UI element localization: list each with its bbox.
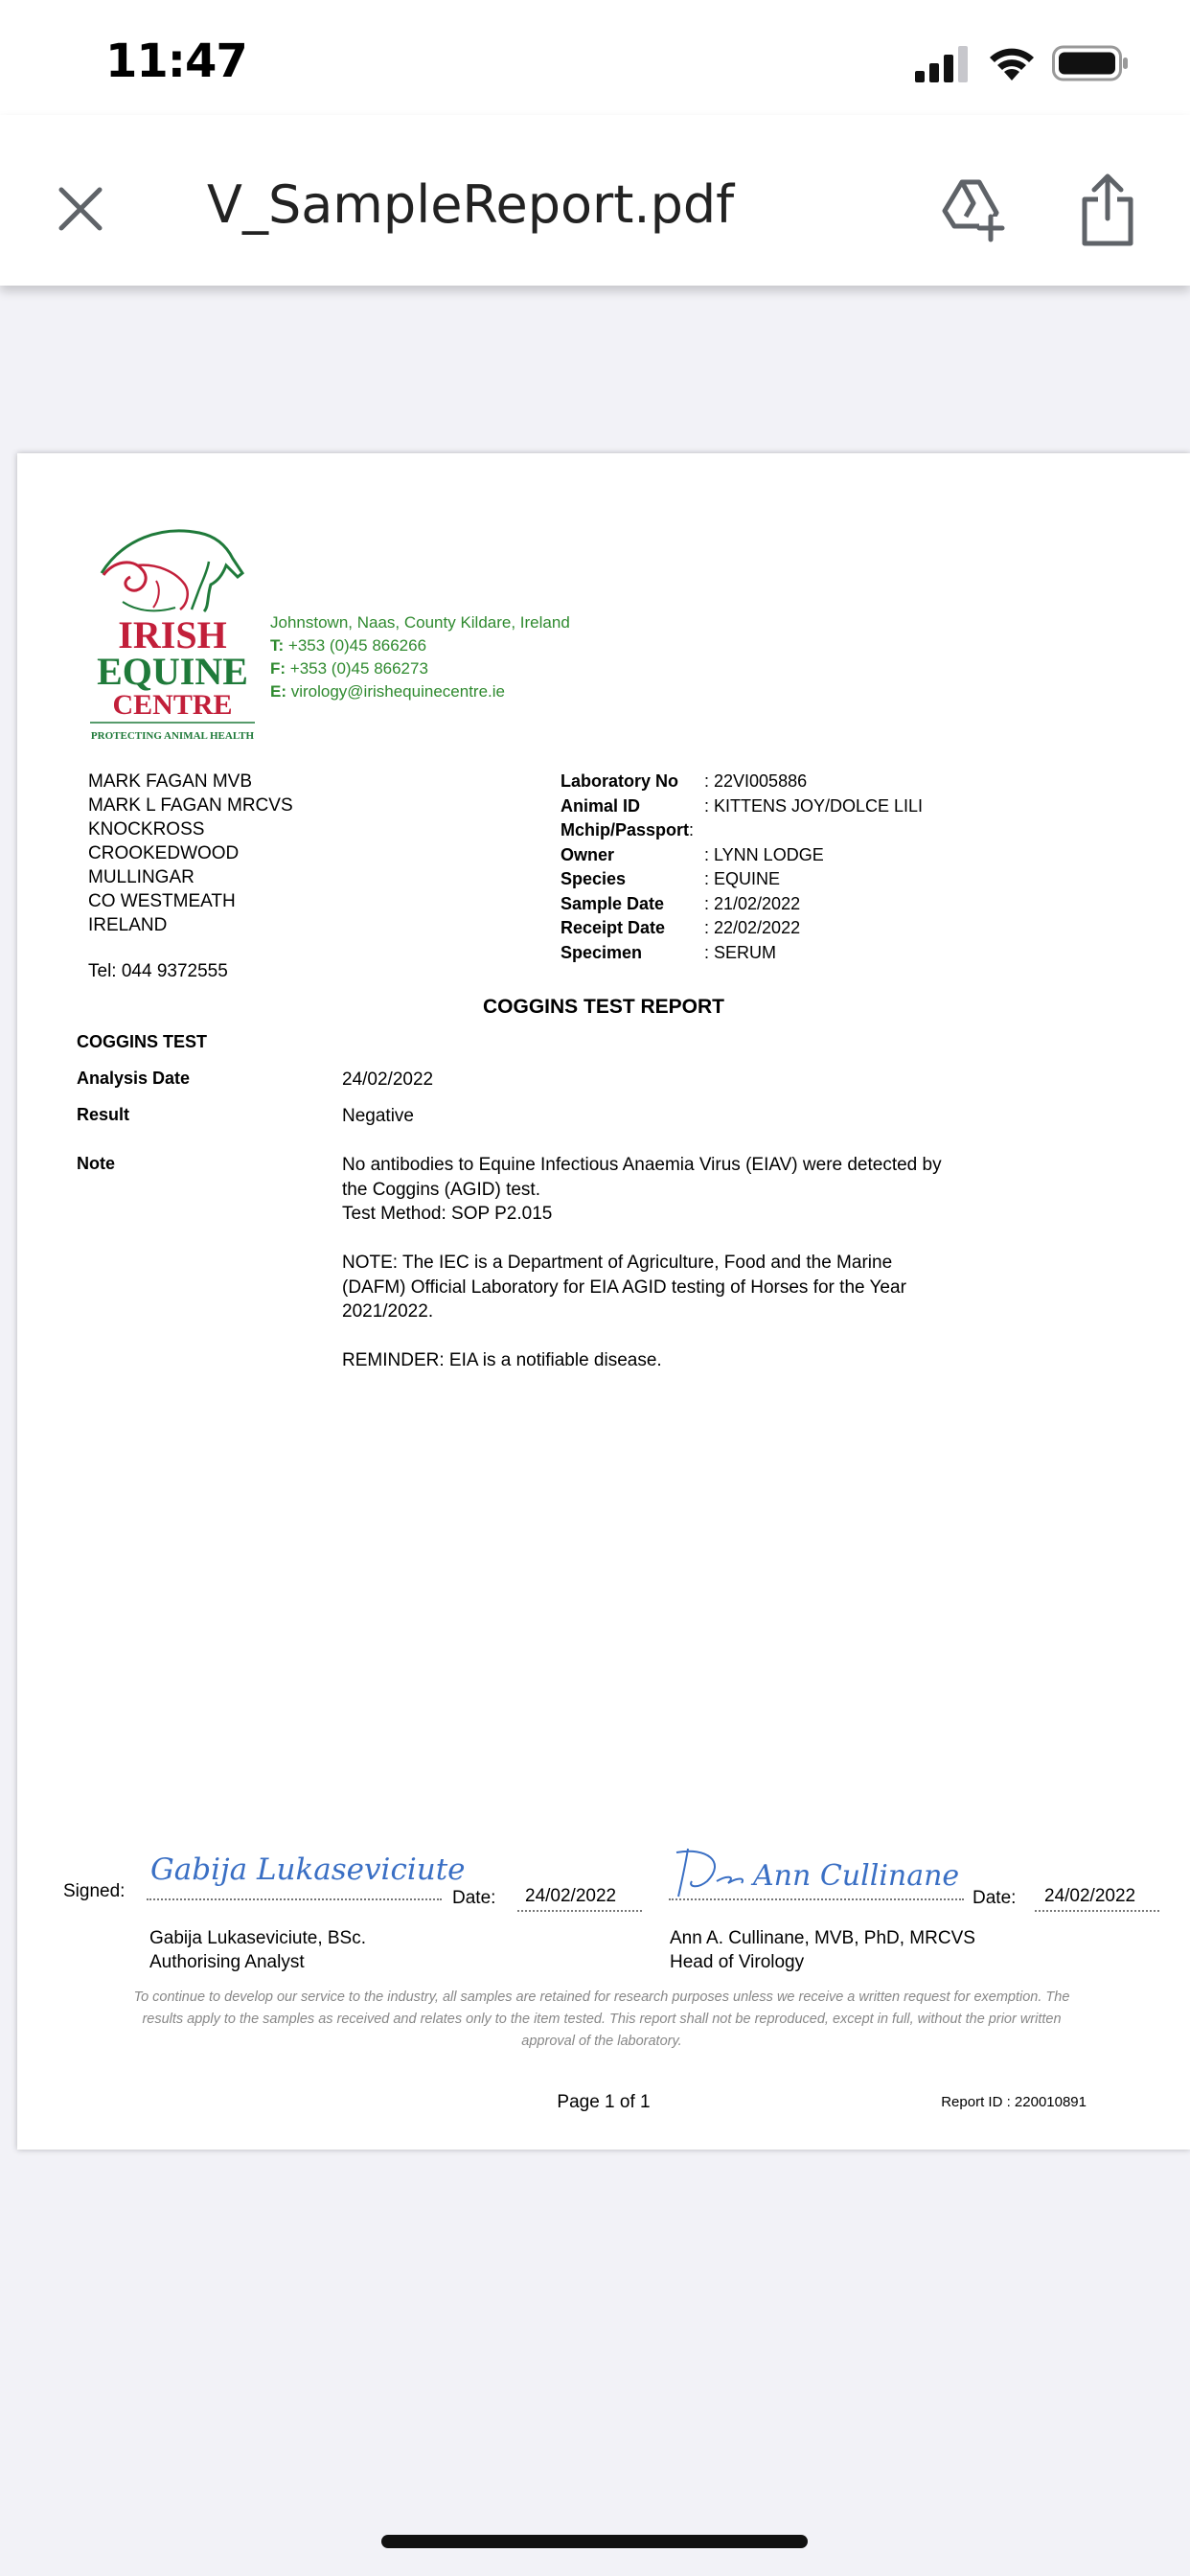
signature-analyst-text: Gabija Lukaseviciute	[150, 1852, 466, 1887]
page-number: Page 1 of 1	[557, 2092, 651, 2112]
lab-address: Johnstown, Naas, County Kildare, Ireland	[270, 613, 570, 632]
meta-row-species	[561, 867, 923, 892]
head-sign-date: 24/02/2022	[1044, 1886, 1136, 1906]
logo-text-centre: CENTRE	[112, 689, 233, 721]
meta-row-owner	[561, 843, 923, 868]
meta-value: : 21/02/2022	[704, 893, 801, 913]
meta-label: Owner	[561, 844, 615, 864]
status-bar	[0, 0, 1190, 115]
meta-label: Species	[561, 869, 627, 888]
lab-fax: +353 (0)45 866273	[286, 659, 428, 678]
result-label: Result	[77, 1105, 130, 1124]
signature-line	[669, 1898, 964, 1900]
analyst-sign-date: 24/02/2022	[525, 1886, 617, 1906]
meta-row-laboratory-no	[561, 770, 923, 794]
recipient-line: MARK L FAGAN MRCVS	[88, 795, 293, 816]
fax-label: F:	[270, 659, 286, 678]
signature-analyst	[147, 1841, 466, 1897]
meta-row-animal-id	[561, 794, 923, 819]
logo-tagline: PROTECTING ANIMAL HEALTH	[90, 730, 255, 742]
date-label: Date:	[452, 1888, 496, 1908]
share-icon[interactable]	[1077, 171, 1138, 247]
meta-row-sample-date	[561, 892, 923, 917]
note-paragraph: NOTE: The IEC is a Department of Agriculture, Food and the Marine (DAFM) Official Laboratory for EIA AGID testing of Horses for the Year 2021/2022.	[342, 1253, 906, 1322]
close-icon[interactable]	[54, 182, 107, 236]
add-to-drive-icon[interactable]	[937, 174, 1006, 243]
logo-text-equine: EQUINE	[97, 650, 248, 693]
lab-contact-block	[270, 611, 570, 703]
head-signatory	[670, 1926, 975, 1974]
home-indicator[interactable]	[381, 2535, 808, 2548]
battery-icon	[1052, 44, 1129, 82]
recipient-line: MULLINGAR	[88, 867, 195, 887]
sample-details	[561, 770, 923, 965]
head-name: Ann A. Cullinane, MVB, PhD, MRCVS	[670, 1928, 975, 1948]
analyst-signatory	[149, 1926, 366, 1974]
date-label: Date:	[973, 1888, 1017, 1908]
signature-line	[147, 1898, 442, 1900]
pdf-page[interactable]	[17, 453, 1190, 2150]
meta-row-mchip-passport	[561, 818, 923, 843]
pdf-viewer-toolbar	[0, 115, 1190, 286]
meta-label: Mchip/Passport	[561, 820, 690, 840]
note-label: Note	[77, 1154, 115, 1173]
analysis-date-value: 24/02/2022	[342, 1070, 434, 1090]
disclaimer: To continue to develop our service to the industry, all samples are retained for research purposes unless we receive a written request for exemption. The results apply to the samples as received and relates only to the item tested. This report shall not be reproduced, except in full, without the prior written approval of the laboratory.	[133, 1990, 1070, 2049]
meta-value: : EQUINE	[704, 869, 781, 888]
meta-value: : 22VI005886	[704, 771, 808, 791]
test-method: Test Method: SOP P2.015	[342, 1204, 553, 1224]
head-role: Head of Virology	[670, 1952, 805, 1972]
cellular-signal-icon	[915, 46, 969, 82]
meta-row-receipt-date	[561, 916, 923, 941]
signature-head-text: Ann Cullinane	[753, 1859, 960, 1893]
meta-label: Sample Date	[561, 893, 665, 913]
meta-label: Receipt Date	[561, 918, 666, 937]
signature-head	[669, 1843, 960, 1900]
lab-email[interactable]: virology@irishequinecentre.ie	[286, 682, 505, 701]
signed-label: Signed:	[63, 1881, 126, 1901]
recipient-address	[88, 770, 293, 937]
meta-value: : KITTENS JOY/DOLCE LILI	[704, 795, 924, 816]
analyst-role: Authorising Analyst	[149, 1952, 305, 1972]
report-title: COGGINS TEST REPORT	[482, 996, 725, 1018]
result-value: Negative	[342, 1106, 414, 1126]
email-label: E:	[270, 682, 286, 701]
recipient-line: CO WESTMEATH	[88, 891, 236, 911]
meta-value: : SERUM	[704, 942, 777, 962]
wifi-icon	[987, 44, 1037, 82]
meta-value: : 22/02/2022	[704, 918, 801, 937]
meta-label: Laboratory No	[561, 771, 679, 791]
recipient-line: KNOCKROSS	[88, 819, 205, 840]
report-id: Report ID : 220010891	[941, 2094, 1087, 2110]
meta-label: Specimen	[561, 942, 643, 962]
recipient-tel: Tel: 044 9372555	[88, 961, 228, 981]
analysis-date-label: Analysis Date	[77, 1069, 191, 1088]
recipient-line: MARK FAGAN MVB	[88, 771, 253, 792]
note-paragraph: No antibodies to Equine Infectious Anaemia Virus (EIAV) were detected by the Coggins (AGID) test.	[342, 1155, 942, 1200]
meta-label: Animal ID	[561, 795, 641, 816]
date-line	[517, 1910, 642, 1912]
analyst-name: Gabija Lukaseviciute, BSc.	[149, 1928, 367, 1948]
phone-label: T:	[270, 636, 285, 655]
meta-row-specimen	[561, 941, 923, 966]
note-text	[342, 1153, 955, 1397]
irish-equine-centre-logo	[84, 516, 262, 746]
section-heading: COGGINS TEST	[77, 1032, 208, 1051]
note-paragraph: REMINDER: EIA is a notifiable disease.	[342, 1350, 662, 1370]
date-line	[1035, 1910, 1159, 1912]
recipient-line: IRELAND	[88, 915, 168, 935]
meta-value: :	[689, 820, 695, 840]
status-time: 11:47	[105, 34, 247, 88]
recipient-line: CROOKEDWOOD	[88, 843, 240, 863]
lab-phone[interactable]: +353 (0)45 866266	[284, 636, 427, 655]
meta-value: : LYNN LODGE	[704, 844, 824, 864]
document-title: V_SampleReport.pdf	[207, 174, 735, 235]
logo-text-irish: IRISH	[118, 613, 227, 656]
